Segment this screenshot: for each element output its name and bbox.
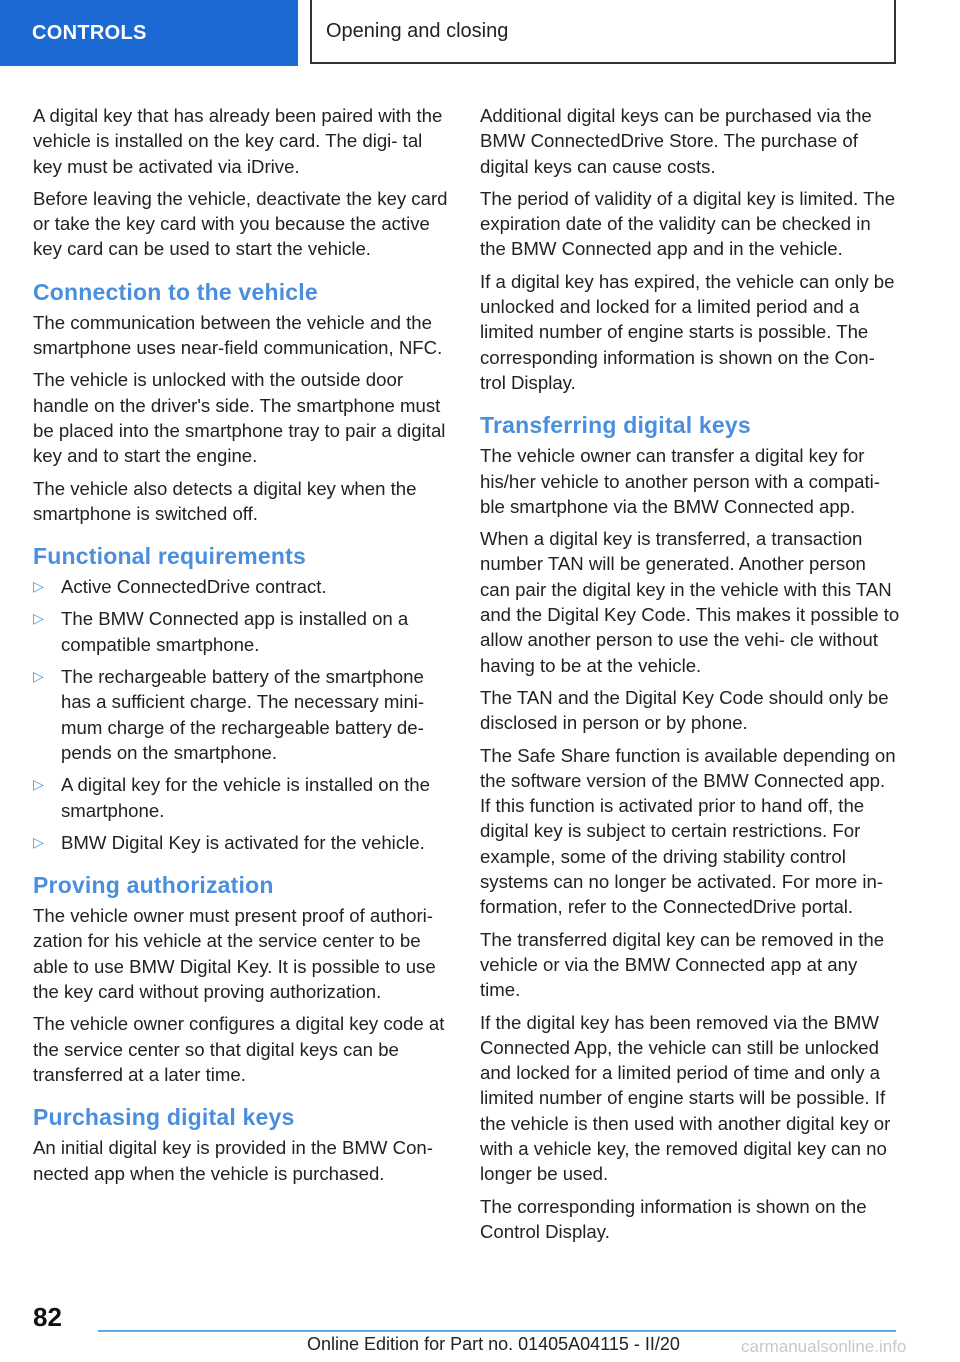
right-column xyxy=(480,103,900,1251)
paragraph: The vehicle is unlocked with the outside door handle on the driver's side. The smartphone must be placed into the smartphone tray to pair a digital key and to start the engine. xyxy=(33,369,446,467)
paragraph: If the digital key has been removed via the BMW Connected App, the vehicle can still be unlocked and locked for a limited period of time and only a limited number of engine starts will be possible. If the vehicle is then used with another digital key or with a vehicle key, the removed digital key can no longer be used. xyxy=(480,1011,891,1185)
paragraph: An initial digital key is provided in the BMW Con- nected app when the vehicle is purchased. xyxy=(33,1137,433,1184)
triangle-bullet-icon: ▷ xyxy=(33,578,44,595)
triangle-bullet-icon: ▷ xyxy=(33,833,44,850)
left-column xyxy=(33,103,451,1193)
paragraph: The vehicle also detects a digital key when the smartphone is switched off. xyxy=(33,477,417,524)
section-tab: CONTROLS xyxy=(0,0,298,66)
list-item: ▷ The BMW Connected app is installed on a compatible smartphone. xyxy=(33,608,409,655)
triangle-bullet-icon: ▷ xyxy=(33,776,44,793)
heading-proving-authorization: Proving authorization xyxy=(33,872,274,899)
requirements-list xyxy=(33,574,451,855)
list-item: ▷ A digital key for the vehicle is installed on the smartphone. xyxy=(33,774,430,821)
chapter-title: Opening and closing xyxy=(310,0,896,64)
paragraph: If a digital key has expired, the vehicle can only be unlocked and locked for a limited period and a limited number of engine starts is possible. The corresponding information is shown on the Con- trol Display. xyxy=(480,270,895,393)
paragraph: The vehicle owner must present proof of authori- zation for his vehicle at the service center to be able to use BMW Digital Key. It is possible to use the key card without proving authorization. xyxy=(33,905,436,1003)
triangle-bullet-icon: ▷ xyxy=(33,668,44,685)
paragraph: The period of validity of a digital key is limited. The expiration date of the validity can be checked in the BMW Connected app and in the vehicle. xyxy=(480,187,896,260)
paragraph: The TAN and the Digital Key Code should only be disclosed in person or by phone. xyxy=(480,686,889,734)
paragraph: Additional digital keys can be purchased via the BMW ConnectedDrive Store. The purchase of digital keys can cause costs. xyxy=(480,105,872,177)
paragraph: The vehicle owner can transfer a digital key for his/her vehicle to another person with a compati- ble smartphone via the BMW Connected app. xyxy=(480,445,880,517)
paragraph: When a digital key is transferred, a transaction number TAN will be generated. Another person can pair the digital key in the vehicle with this TAN and the Digital Key Code. This makes it possible to allow another person to use the vehi- cle without having to be at the vehicle. xyxy=(480,528,900,676)
page-number: 82 xyxy=(33,1302,62,1332)
heading-transferring: Transferring digital keys xyxy=(480,412,751,439)
triangle-bullet-icon: ▷ xyxy=(33,610,44,627)
paragraph: The transferred digital key can be removed in the vehicle or via the BMW Connected app at any time. xyxy=(480,928,885,1001)
paragraph: The corresponding information is shown on the Control Display. xyxy=(480,1195,867,1242)
list-item: ▷ The rechargeable battery of the smartphone has a sufficient charge. The necessary mini- mum charge of the rechargeable battery de- pends on the smartphone. xyxy=(33,666,425,763)
paragraph: Before leaving the vehicle, deactivate the key card or take the key card with you because the active key card can be used to start the vehicle. xyxy=(33,187,448,260)
watermark-text: carmanualsonline.info xyxy=(741,1337,907,1356)
paragraph: The communication between the vehicle and the smartphone uses near-field communication, NFC. xyxy=(33,311,443,359)
paragraph: The vehicle owner configures a digital key code at the service center so that digital keys can be transferred at a later time. xyxy=(33,1013,445,1085)
heading-functional-requirements: Functional requirements xyxy=(33,543,306,570)
heading-connection: Connection to the vehicle xyxy=(33,278,318,305)
list-item: ▷ Active ConnectedDrive contract. xyxy=(33,574,451,599)
footer-divider xyxy=(98,1330,896,1332)
paragraph: A digital key that has already been paired with the vehicle is installed on the key card. The digi- tal key must be activated via iDrive. xyxy=(33,105,443,177)
list-item: ▷ BMW Digital Key is activated for the vehicle. xyxy=(33,830,451,855)
heading-purchasing: Purchasing digital keys xyxy=(33,1104,295,1131)
page-header xyxy=(0,0,960,66)
edition-text: Online Edition for Part no. 01405A04115 - II/20 xyxy=(307,1334,680,1354)
paragraph: The Safe Share function is available depending on the software version of the BMW Connected app. If this function is activated prior to hand off, the digital key is subject to certain restrictions. For example, some of the driving stability control systems can no longer be activated. For more in- formation, refer to the ConnectedDrive portal. xyxy=(480,744,896,918)
